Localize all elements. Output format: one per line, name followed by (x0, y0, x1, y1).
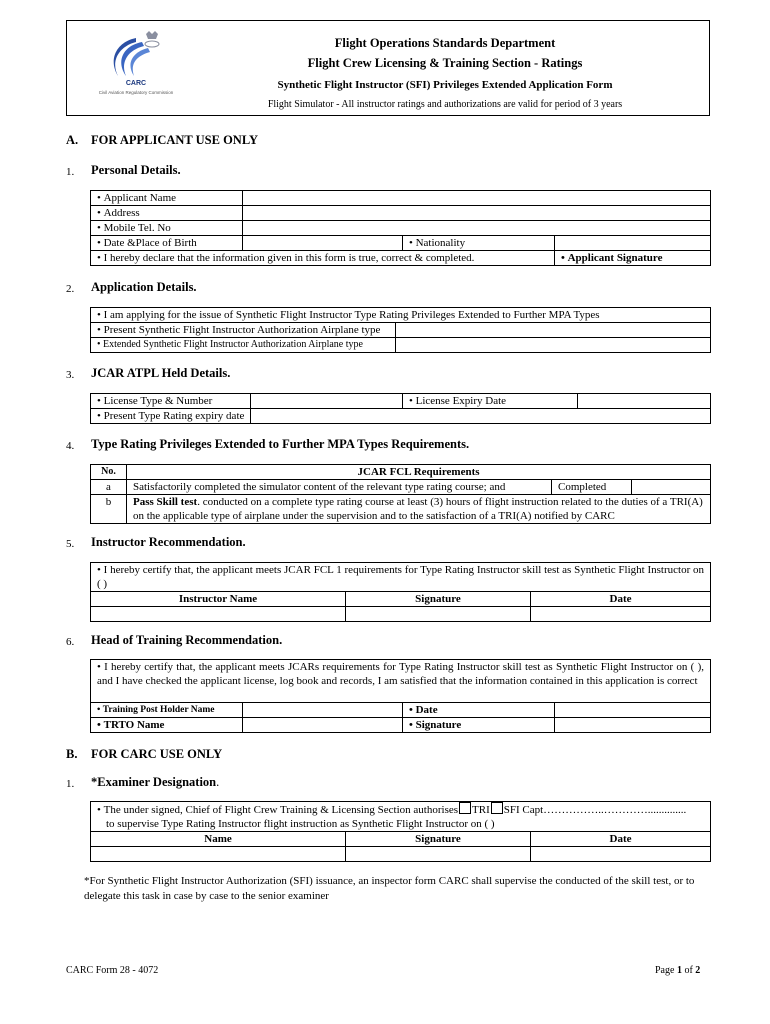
type-rating-expiry-field[interactable] (251, 409, 711, 424)
col-no-header: No. (91, 465, 127, 480)
s2-title: Application Details. (91, 280, 197, 294)
s4-title: Type Rating Privileges Extended to Further MPA Types Requirements. (91, 437, 470, 451)
part-b-title: FOR CARC USE ONLY (91, 747, 223, 761)
b1-title: *Examiner Designation. (91, 775, 220, 789)
address-field[interactable] (243, 206, 711, 221)
row-a-text: Satisfactorily completed the simulator content of the relevant type rating course; and (127, 480, 552, 495)
sfi-checkbox[interactable] (491, 802, 503, 814)
nationality-label: • Nationality (403, 236, 555, 251)
examiner-designation-table (90, 801, 711, 862)
instructor-date-field[interactable] (531, 607, 711, 622)
applicant-name-label: • Applicant Name (91, 191, 243, 206)
row-b-no: b (91, 495, 127, 524)
head-of-training-table (90, 659, 711, 733)
license-expiry-label: • License Expiry Date (403, 394, 578, 409)
tri-checkbox[interactable] (459, 802, 471, 814)
s3-number: 3. (66, 369, 75, 381)
examiner-signature-header: Signature (346, 832, 531, 847)
part-b-letter: B. (66, 747, 78, 761)
type-rating-expiry-label: • Present Type Rating expiry date (91, 409, 251, 424)
hot-date-label: • Date (403, 703, 555, 718)
s6-number: 6. (66, 636, 75, 648)
nationality-field[interactable] (555, 236, 711, 251)
instructor-date-header: Date (531, 592, 711, 607)
extended-sfi-type-label: • Extended Synthetic Flight Instructor Authorization Airplane type (91, 338, 396, 353)
page-prefix: Page (655, 965, 675, 976)
b1-title-text: *Examiner Designation (91, 775, 217, 789)
page-indicator (655, 965, 700, 976)
post-holder-field[interactable] (243, 703, 403, 718)
instructor-certify-text: • I hereby certify that, the applicant meets JCAR FCL 1 requirements for Type Rating Instructor skill test as Synthetic Flight Instructor on ( ) (91, 563, 711, 592)
section-title: Flight Crew Licensing & Training Section - Ratings (307, 56, 583, 70)
instructor-recommendation-table (90, 562, 711, 622)
s5-number: 5. (66, 538, 75, 550)
address-label: • Address (91, 206, 243, 221)
s4-number: 4. (66, 440, 75, 452)
license-type-field[interactable] (251, 394, 403, 409)
atpl-details-table (90, 393, 711, 424)
logo-subtext: Civil Aviation Regulatory Commission (98, 90, 174, 95)
mobile-field[interactable] (243, 221, 711, 236)
license-type-label: • License Type & Number (91, 394, 251, 409)
application-details-table (90, 307, 711, 353)
examiner-signature-field[interactable] (346, 847, 531, 862)
hot-signature-label: • Signature (403, 718, 555, 733)
sfi-label: SFI Capt (503, 804, 544, 816)
hot-date-field[interactable] (555, 703, 711, 718)
page-of: of (684, 965, 693, 976)
hot-signature-field[interactable] (555, 718, 711, 733)
row-b-text: . conducted on a complete type rating course at least (3) hours of flight instruction related to the duties of a TRI(A) on the applicable type of airplane under the supervision and to the satisfaction of a TRI(A) notified by CARC (133, 496, 703, 522)
post-holder-label: • Training Post Holder Name (91, 703, 243, 718)
examiner-date-field[interactable] (531, 847, 711, 862)
declaration-text: • I hereby declare that the information given in this form is true, correct & completed. (91, 251, 555, 266)
part-a-title: FOR APPLICANT USE ONLY (91, 133, 259, 147)
validity-note: Flight Simulator - All instructor ratings and authorizations are valid for period of 3 years (267, 99, 623, 110)
extended-sfi-type-field[interactable] (396, 338, 711, 353)
requirements-table (90, 464, 711, 524)
instructor-name-field[interactable] (91, 607, 346, 622)
b1-number: 1. (66, 778, 75, 790)
instructor-signature-header: Signature (346, 592, 531, 607)
row-a-status-field[interactable] (632, 480, 711, 495)
s5-title: Instructor Recommendation. (91, 535, 246, 549)
row-b-cell (127, 495, 711, 524)
dept-title: Flight Operations Standards Department (334, 36, 556, 50)
s3-title: JCAR ATPL Held Details. (91, 366, 231, 380)
capt-name-dots[interactable]: ……………..………….............. (543, 804, 687, 816)
present-sfi-type-label: • Present Synthetic Flight Instructor Authorization Airplane type (91, 323, 396, 338)
designation-line2: to supervise Type Rating Instructor flight instruction as Synthetic Flight Instructor on ( ) (106, 818, 495, 830)
carc-logo (96, 30, 176, 100)
logo-text: CARC (125, 80, 147, 87)
applicant-name-field[interactable] (243, 191, 711, 206)
sfi-footnote: *For Synthetic Flight Instructor Authorization (SFI) issuance, an inspector form CARC shall supervise the conducted of the skill test, or to delegate this task in case by case to the senior examiner (84, 875, 695, 902)
hot-certify-text: • I hereby certify that, the applicant meets JCARs requirements for Type Rating Instructor skill test as Synthetic Flight Instructor on ( ), and I have checked the applicant license, log book and records, I am satisfied that the information contained in this application is correct (91, 660, 711, 703)
page-total: 2 (695, 965, 701, 976)
applicant-signature-label[interactable]: • Applicant Signature (555, 251, 711, 266)
row-b-bold: Pass Skill test (133, 496, 198, 508)
row-a-no: a (91, 480, 127, 495)
s1-number: 1. (66, 166, 75, 178)
dob-label: • Date &Place of Birth (91, 236, 243, 251)
license-expiry-field[interactable] (578, 394, 711, 409)
examiner-name-header: Name (91, 832, 346, 847)
trto-name-field[interactable] (243, 718, 403, 733)
personal-details-table (90, 190, 711, 266)
col-requirements-header: JCAR FCL Requirements (127, 465, 711, 480)
dob-field[interactable] (243, 236, 403, 251)
page-current: 1 (676, 965, 682, 976)
tri-label: TRI (472, 804, 490, 816)
s6-title: Head of Training Recommendation. (91, 633, 283, 647)
instructor-signature-field[interactable] (346, 607, 531, 622)
examiner-date-header: Date (531, 832, 711, 847)
s2-number: 2. (66, 283, 75, 295)
designation-line1: • The under signed, Chief of Flight Crew Training & Licensing Section authorises (97, 804, 458, 816)
designation-text-cell (91, 802, 711, 832)
form-number: CARC Form 28 - 4072 (66, 965, 159, 976)
mobile-label: • Mobile Tel. No (91, 221, 243, 236)
instructor-name-header: Instructor Name (91, 592, 346, 607)
application-statement: • I am applying for the issue of Synthetic Flight Instructor Type Rating Privileges Extended to Further MPA Types (91, 308, 711, 323)
form-title: Synthetic Flight Instructor (SFI) Privileges Extended Application Form (277, 79, 613, 91)
s1-title: Personal Details. (91, 163, 181, 177)
examiner-name-field[interactable] (91, 847, 346, 862)
trto-name-label: • TRTO Name (91, 718, 243, 733)
present-sfi-type-field[interactable] (396, 323, 711, 338)
row-a-status: Completed (552, 480, 632, 495)
part-a-letter: A. (66, 133, 79, 147)
